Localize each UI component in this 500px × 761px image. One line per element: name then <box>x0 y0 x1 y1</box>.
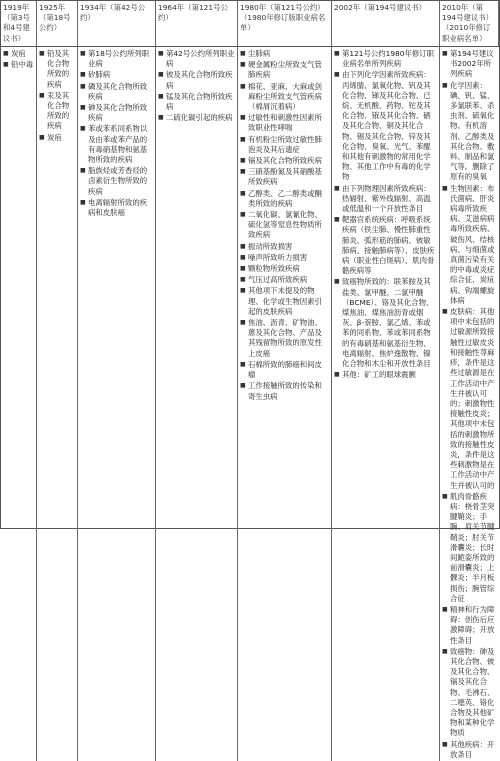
header-1964: 1964年（第121号公约） <box>156 1 238 47</box>
list-item: ■ 第194号建议书2002年所列疾病 <box>442 49 497 80</box>
list-item: ■ 第121号公约1980年修订职业病名单所列疾病 <box>334 49 437 69</box>
column-2002 <box>332 47 440 761</box>
list-item: ■ 致癌物所致的：联苯胺及其盐类、氯甲醚、二氯甲醚（BCME）、铬及其化合物、煤焦油、煤焦油沥青或烟灰、β-萘胺、氯乙烯、苯或苯的同系物、苯或苯同系物的有毒硝基和氨基衍生物、电离辐射、焦炉逸散物、镍化合物和木尘和开放性条目 <box>334 277 437 369</box>
list-item: ■ 乙醇类、乙二醇类或酮类所致的疾病 <box>240 189 329 209</box>
list-item: ■ 镉及其化合物所致疾病 <box>240 156 329 166</box>
list-item: ■ 锰及其化合物所致疾病 <box>158 92 235 112</box>
list-item: ■ 噪声所致听力损害 <box>240 253 329 263</box>
header-2002: 2002年（第194号建议书） <box>332 1 440 47</box>
column-1934 <box>78 47 156 761</box>
list-item: ■ 二氧化碳、氯氰化物、硫化氢等窒息性物质所致疾病 <box>240 210 329 241</box>
list-item: ■ 化学因素：碘、钒、锰、多氯联苯、杀虫剂、硫氧化物、有机溶剂、乙醇类及其化合物、敷料、制品和氯气等。删除了原有的臭氧 <box>442 81 497 183</box>
list-item: ■ 肌肉骨骼疾病：桡骨茎突腱鞘炎；手腕、肩关节腱鞘炎；肘关节滑囊炎；长时间跪姿所致的前滑囊炎；上髁炎；半月板损伤；腕管综合征 <box>442 492 497 604</box>
list-item: ■ 其他项下未提及的物理、化学或生物因素引起的皮肤疾病 <box>240 286 329 317</box>
list-item: ■ 铅中毒 <box>3 60 34 70</box>
list-item: ■ 棉花、亚麻、大麻或剑麻粉尘所致支气管疾病（棉屑沉着病） <box>240 82 329 113</box>
list-item: ■ 由下列物理因素所致疾病：热辐射、紫外线辐射、高温或低温和一个开放性条目 <box>334 184 437 215</box>
list-item: ■ 生物因素：布氏菌病、肝炎病毒所致疾病、艾滋病病毒所致疾病、破伤风、结核病、与细菌或真菌污染有关的中毒或炎症综合征、炭疽病、钩端螺旋体病 <box>442 184 497 306</box>
list-item: ■ 石棉所致的肺癌和间皮瘤 <box>240 360 329 380</box>
header-1934: 1934年（第42号公约） <box>78 1 156 47</box>
list-item: ■ 磷及其化合物所致疾病 <box>80 82 153 102</box>
list-item: ■ 气压过高所致疾病 <box>240 275 329 285</box>
list-item: ■ 皮肤病：其他项中未包括的过敏源所致接触性过敏皮炎和接触性荨麻疹，条件是这些过敏源是在工作活动中产生并被认可的；刺激物性接触性皮炎；其他项中未包括的刺激物所致的接触性皮炎，条件是这些刺激物是在工作活动中产生并被认可的 <box>442 307 497 491</box>
column-1925 <box>37 47 78 761</box>
column-1980 <box>238 47 332 761</box>
list-item: ■ 炭疽 <box>3 49 34 59</box>
list-item: ■ 振动所致损害 <box>240 242 329 252</box>
list-item: ■ 脂族烃或芳香烃的卤素衍生物所致的疾病 <box>80 166 153 197</box>
header-1980: 1980年（第121号公约）（1980年修订版职业病名单） <box>238 1 332 47</box>
list-item: ■ 由下列化学因素所致疾病：丙烯腈、氯氧化物、钒及其化合物、锑及其化合物、已烷、无机酸、药物、铊及其化合物、锇及其化合物、硒及其化合物、铜及其化合物、锡及其化合物、锌及其化合物、臭氧、光气、苯醌和其他有刺激物的常用化学物、其他工作中有毒的化学物 <box>334 70 437 182</box>
list-item: ■ 致癌物：砷及其化合物、铍及其化合物、镉及其化合物、毛沸石、二噁英、铬化合物及其他矿物和某种化学物质 <box>442 647 497 739</box>
list-item: ■ 矽肺病 <box>80 70 153 80</box>
list-item: ■ 铍及其化合物所致疾病 <box>158 70 235 90</box>
header-2010: 2010年（第194号建议书）（2010年修订职业病名单） <box>440 1 499 47</box>
list-item: ■ 汞及其化合物所致的疾病 <box>39 91 75 132</box>
column-1964 <box>156 47 238 761</box>
list-item: ■ 铅及其化合物所致的疾病 <box>39 49 75 90</box>
list-item: ■ 三硝基酚氮及其硝酸基所致疾病 <box>240 167 329 187</box>
list-item: ■ 有机粉尘所致过敏性肺泡炎及其后遗症 <box>240 135 329 155</box>
list-item: ■ 其他疾病：开放条目 <box>442 740 497 760</box>
list-item: ■ 二硫化碳引起的疾病 <box>158 113 235 123</box>
list-item: ■ 第18号公约所列职业病 <box>80 49 153 69</box>
list-item: ■ 砷及其化合物所致疾病 <box>80 103 153 123</box>
list-item: ■ 过敏性和刺激性因素所致职业性哮喘 <box>240 113 329 133</box>
list-item: ■ 电离辐射所致的疾病和皮肤癌 <box>80 198 153 218</box>
header-1925: 1925年（第18号公约） <box>37 1 78 47</box>
list-item: ■ 其他：矿工的眼球震颤 <box>334 370 437 380</box>
header-1919: 1919年（第3号和4号建议书） <box>1 1 37 47</box>
list-item: ■ 第42号公约所列职业病 <box>158 49 235 69</box>
list-item: ■ 尘肺病 <box>240 49 329 59</box>
list-item: ■ 炭疽 <box>39 133 75 143</box>
list-item: ■ 工作接触所致的传染和寄生虫病 <box>240 381 329 401</box>
list-item: ■ 硬金属粉尘所致支气管肺疾病 <box>240 60 329 80</box>
list-item: ■ 颗粒物所致疾病 <box>240 264 329 274</box>
list-item: ■ 焦油、沥青、矿物油、蒽及其化合物、产品及其残留物所致的原发性上皮癌 <box>240 318 329 359</box>
list-item: ■ 苯或苯系同系物以及由苯或苯产品的有毒硝基物和氨基物所致的疾病 <box>80 124 153 165</box>
column-1919 <box>1 47 37 761</box>
column-2010 <box>440 47 499 761</box>
list-item: ■ 靶器官系统疾病：呼吸系统疾病（铁尘肺、慢性肺重性肺炎、弧形筋的肺病、铍敏肺病、接触肺病等）、皮肤疾病（职业性白斑病）、肌肉骨骼疾病等 <box>334 215 437 276</box>
list-item: ■ 精神和行为障碍：创伤后应激障碍；开放性条目 <box>442 605 497 646</box>
